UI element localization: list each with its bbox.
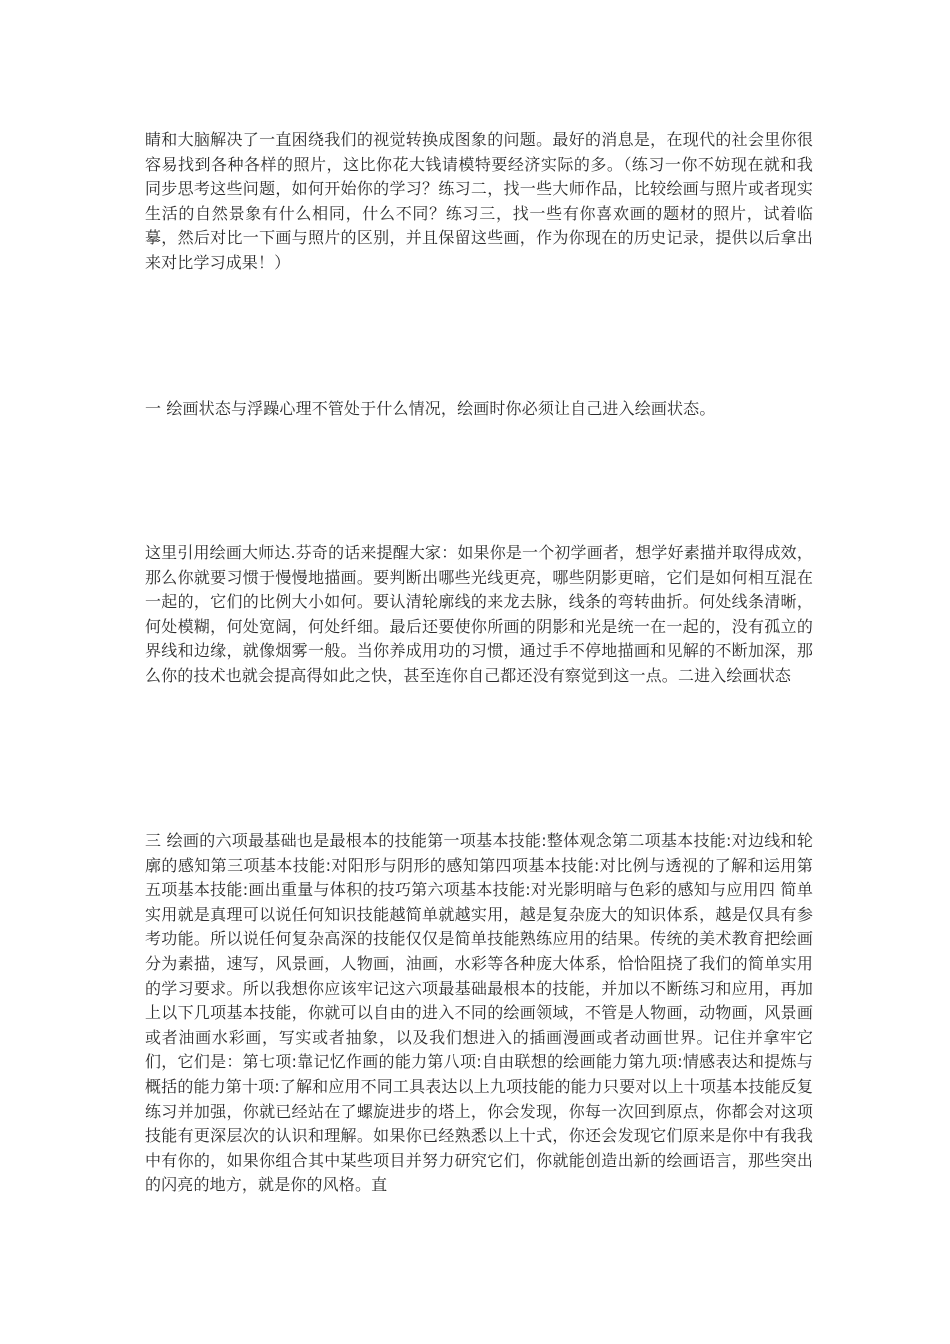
paragraph-basic-skills: 三 绘画的六项最基础也是最根本的技能第一项基本技能:整体观念第二项基本技能:对边线和轮廓的感知第三项基本技能:对阳形与阴形的感知第四项基本技能:对比例与透视的了解和运用第五项基本技能:画出重量与体积的技巧第六项基本技能:对光影明暗与色彩的感知与应用四 简单实用就是真理可以说任何知识技能越简单就越实用，越是复杂庞大的知识体系，越是仅具有参考功能。所以说任何复杂高深的技能仅仅是简单技能熟练应用的结果。传统的美术教育把绘画分为素描，速写，风景画，人物画，油画，水彩等各种庞大体系，恰恰阻挠了我们的简单实用的学习要求。所以我想你应该牢记这六项最基础最根本的技能，并加以不断练习和应用，再加上以下几项基本技能，你就可以自由的进入不同的绘画领域，不管是人物画，动物画，风景画或者油画水彩画，写实或者抽象，以及我们想进入的插画漫画或者动画世界。记住并拿牢它们，它们是：第七项:靠记忆作画的能力第八项:自由联想的绘画能力第九项:情感表达和提炼与概括的能力第十项:了解和应用不同工具表达以上九项技能的能力只要对以上十项基本技能反复练习并加强，你就已经站在了螺旋进步的塔上，你会发现，你每一次回到原点，你都会对这项技能有更深层次的认识和理解。如果你已经熟悉以上十式，你还会发现它们原来是你中有我我中有你的，如果你组合其中某些项目并努力研究它们，你就能创造出新的绘画语言，那些突出的闪亮的地方，就是你的风格。直 <box>145 831 813 1195</box>
paragraph-practice-exercises: 睛和大脑解决了一直困绕我们的视觉转换成图象的问题。最好的消息是，在现代的社会里你很容易找到各种各样的照片，这比你花大钱请模特要经济实际的多。（练习一你不妨现在就和我同步思考这些问题，如何开始你的学习？练习二，找一些大师作品，比较绘画与照片或者现实生活的自然景象有什么相同，什么不同？练习三，找一些有你喜欢画的题材的照片，试着临摹，然后对比一下画与照片的区别，并且保留这些画，作为你现在的历史记录，提供以后拿出来对比学习成果！） <box>145 130 813 272</box>
paragraph-da-vinci-quote: 这里引用绘画大师达.芬奇的话来提醒大家：如果你是一个初学画者，想学好素描并取得成效，那么你就要习惯于慢慢地描画。要判断出哪些光线更亮，哪些阴影更暗，它们是如何相互混在一起的，它们的比例大小如何。要认清轮廓线的来龙去脉，线条的弯转曲折。何处线条清晰，何处模糊，何处宽阔，何处纤细。最后还要使你所画的阴影和光是统一在一起的，没有孤立的界线和边缘，就像烟雾一般。当你养成用功的习惯，通过手不停地描画和见解的不断加深，那么你的技术也就会提高得如此之快，甚至连你自己都还没有察觉到这一点。二进入绘画状态 <box>145 543 813 685</box>
paragraph-section-one-heading: 一 绘画状态与浮躁心理不管处于什么情况，绘画时你必须让自己进入绘画状态。 <box>145 399 716 418</box>
